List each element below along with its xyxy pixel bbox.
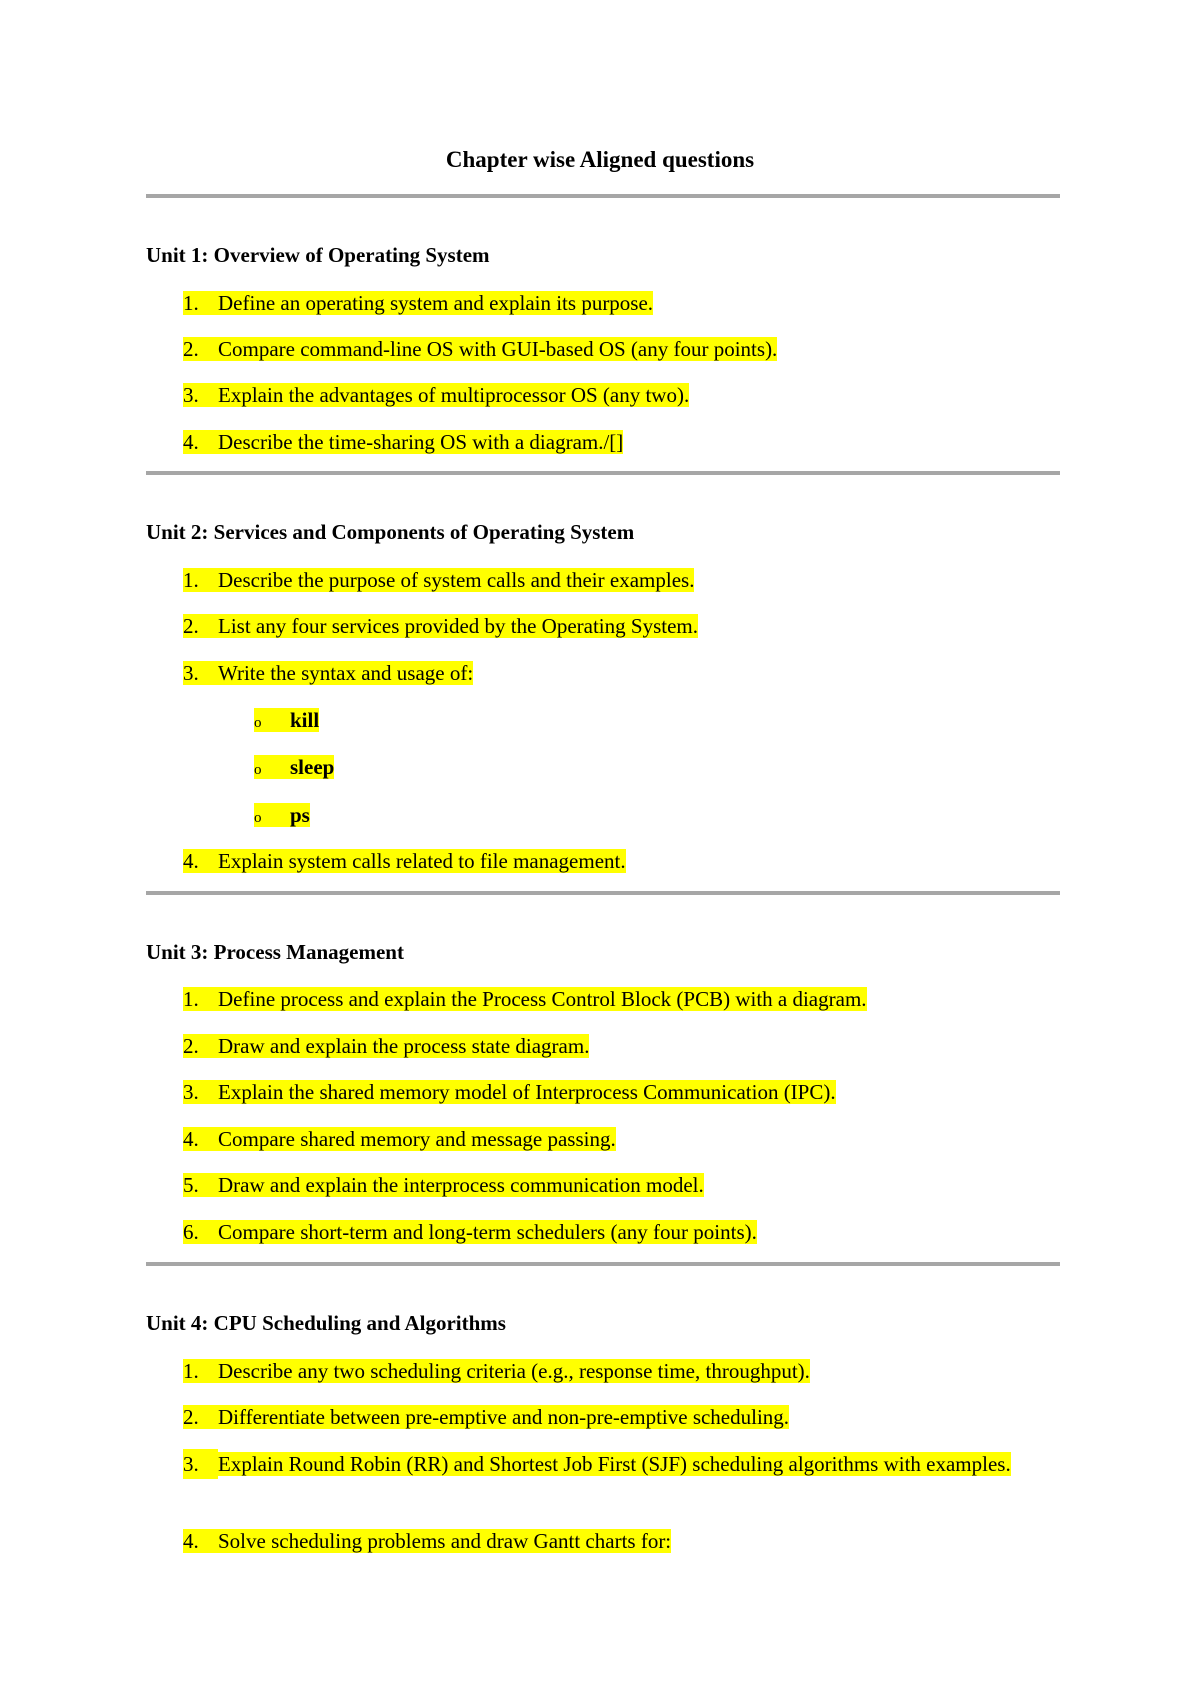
- divider: [146, 891, 1060, 895]
- unit-3-question-5: 5. Draw and explain the interprocess communication model.: [183, 1173, 704, 1197]
- unit-4-question-1: 1. Describe any two scheduling criteria (e.g., response time, throughput).: [183, 1359, 810, 1383]
- unit-1-question-2: 2. Compare command-line OS with GUI-based OS (any four points).: [183, 337, 778, 361]
- unit-4-heading: Unit 4: CPU Scheduling and Algorithms: [146, 1311, 506, 1335]
- unit-2-question-3: 3. Write the syntax and usage of:: [183, 661, 474, 685]
- unit-2-subitem-kill: o kill: [254, 708, 320, 732]
- unit-3-question-6: 6. Compare short-term and long-term schedulers (any four points).: [183, 1220, 757, 1244]
- unit-2-heading: Unit 2: Services and Components of Operating System: [146, 520, 635, 544]
- unit-2-question-1: 1. Describe the purpose of system calls and their examples.: [183, 568, 695, 592]
- unit-2-question-4: 4. Explain system calls related to file management.: [183, 849, 626, 873]
- unit-3-question-2: 2. Draw and explain the process state diagram.: [183, 1034, 590, 1058]
- unit-3-heading: Unit 3: Process Management: [146, 940, 404, 964]
- unit-3-question-4: 4. Compare shared memory and message passing.: [183, 1127, 616, 1151]
- unit-1-question-3: 3. Explain the advantages of multiprocessor OS (any two).: [183, 383, 690, 407]
- unit-4-question-3: 3. Explain Round Robin (RR) and Shortest Job First (SJF) scheduling algorithms with examples.: [183, 1449, 1053, 1479]
- unit-1-heading: Unit 1: Overview of Operating System: [146, 243, 490, 267]
- unit-4-question-4: 4. Solve scheduling problems and draw Gantt charts for:: [183, 1529, 672, 1553]
- unit-3-question-3: 3. Explain the shared memory model of Interprocess Communication (IPC).: [183, 1080, 836, 1104]
- unit-2-subitem-sleep: o sleep: [254, 755, 335, 779]
- unit-3-question-1: 1. Define process and explain the Process Control Block (PCB) with a diagram.: [183, 987, 867, 1011]
- page-title: Chapter wise Aligned questions: [445, 147, 755, 172]
- unit-4-question-2: 2. Differentiate between pre-emptive and non-pre-emptive scheduling.: [183, 1405, 790, 1429]
- divider: [146, 194, 1060, 198]
- divider: [146, 471, 1060, 475]
- unit-2-question-2: 2. List any four services provided by the Operating System.: [183, 614, 698, 638]
- unit-2-subitem-ps: o ps: [254, 803, 310, 827]
- divider: [146, 1262, 1060, 1266]
- unit-1-question-4: 4. Describe the time-sharing OS with a diagram./[]: [183, 430, 624, 454]
- unit-1-question-1: 1. Define an operating system and explain its purpose.: [183, 291, 654, 315]
